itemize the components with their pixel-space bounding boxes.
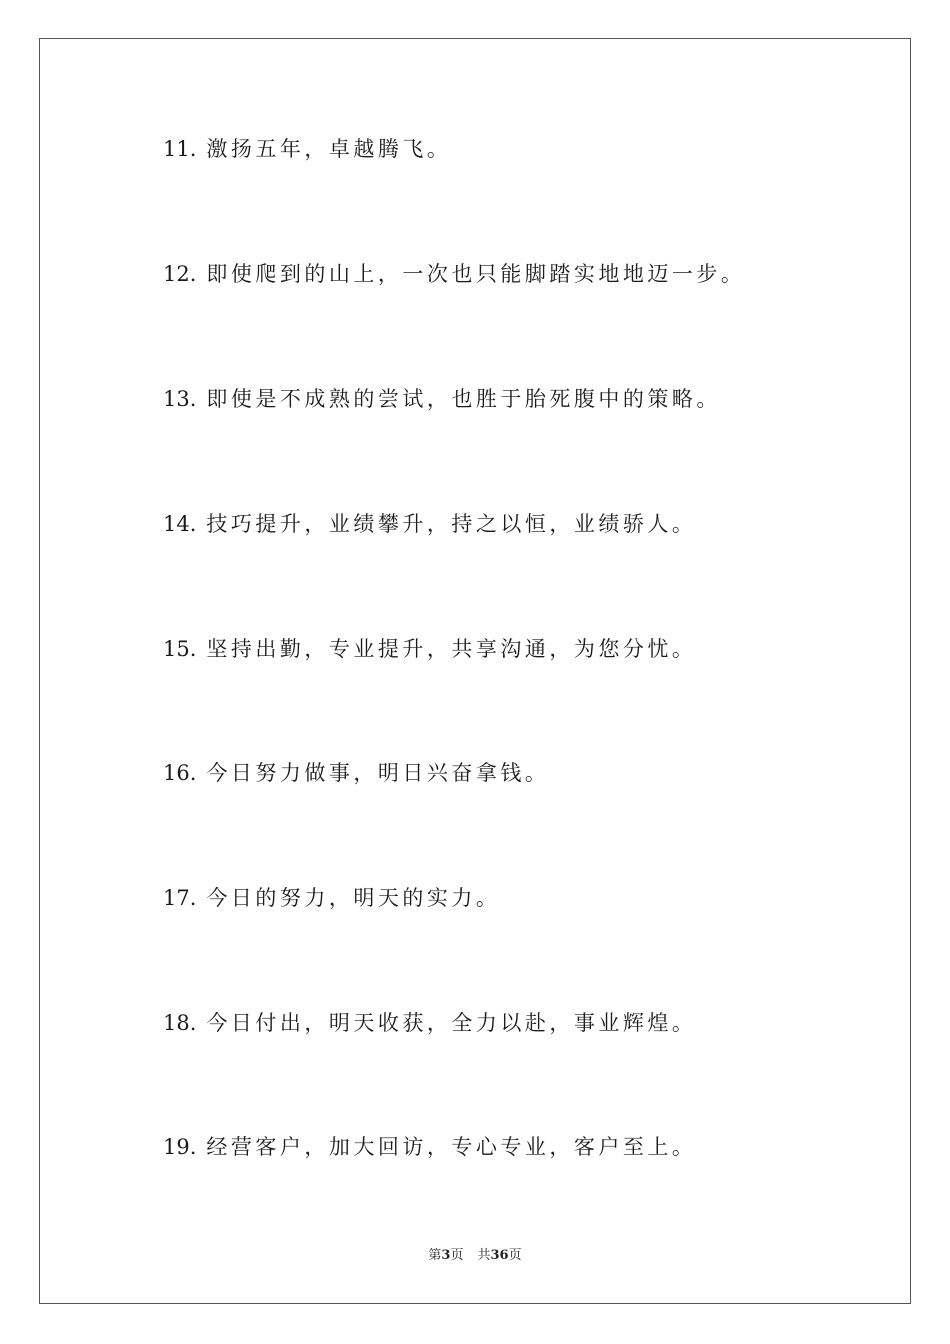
list-item (163, 758, 549, 788)
page-current: 3 (441, 1248, 451, 1263)
page-total-value: 36 (490, 1248, 509, 1263)
page-total (477, 1248, 521, 1263)
page-border (39, 38, 911, 1304)
item-text: 技巧提升，业绩攀升，持之以恒，业绩骄人。 (206, 512, 697, 536)
item-text: 今日付出，明天收获，全力以赴，事业辉煌。 (206, 1011, 697, 1035)
list-item (163, 259, 745, 289)
item-number: 16. (163, 761, 197, 785)
total-suffix: 页 (508, 1248, 522, 1263)
list-item (163, 134, 451, 164)
list-item (163, 1132, 696, 1162)
list-item (163, 384, 721, 414)
page-number (428, 1248, 463, 1263)
item-number: 13. (163, 387, 197, 411)
item-text: 即使爬到的山上，一次也只能脚踏实地地迈一步。 (206, 262, 746, 286)
total-prefix: 共 (477, 1248, 491, 1263)
item-text: 今日努力做事，明日兴奋拿钱。 (206, 761, 550, 785)
page-prefix: 第 (428, 1248, 442, 1263)
item-number: 18. (163, 1011, 197, 1035)
item-text: 经营客户，加大回访，专心专业，客户至上。 (206, 1135, 697, 1159)
list-item (163, 634, 696, 664)
list-item (163, 1008, 696, 1038)
list-item (163, 509, 696, 539)
item-number: 12. (163, 262, 197, 286)
list-item (163, 883, 500, 913)
item-number: 17. (163, 886, 197, 910)
item-text: 坚持出勤，专业提升，共享沟通，为您分忧。 (206, 637, 697, 661)
item-text: 今日的努力，明天的实力。 (206, 886, 501, 910)
item-text: 激扬五年，卓越腾飞。 (206, 137, 452, 161)
item-text: 即使是不成熟的尝试，也胜于胎死腹中的策略。 (206, 387, 721, 411)
page-suffix: 页 (450, 1248, 464, 1263)
item-number: 14. (163, 512, 197, 536)
item-number: 19. (163, 1135, 197, 1159)
item-number: 15. (163, 637, 197, 661)
page-footer (0, 1247, 950, 1265)
item-number: 11. (163, 137, 197, 161)
